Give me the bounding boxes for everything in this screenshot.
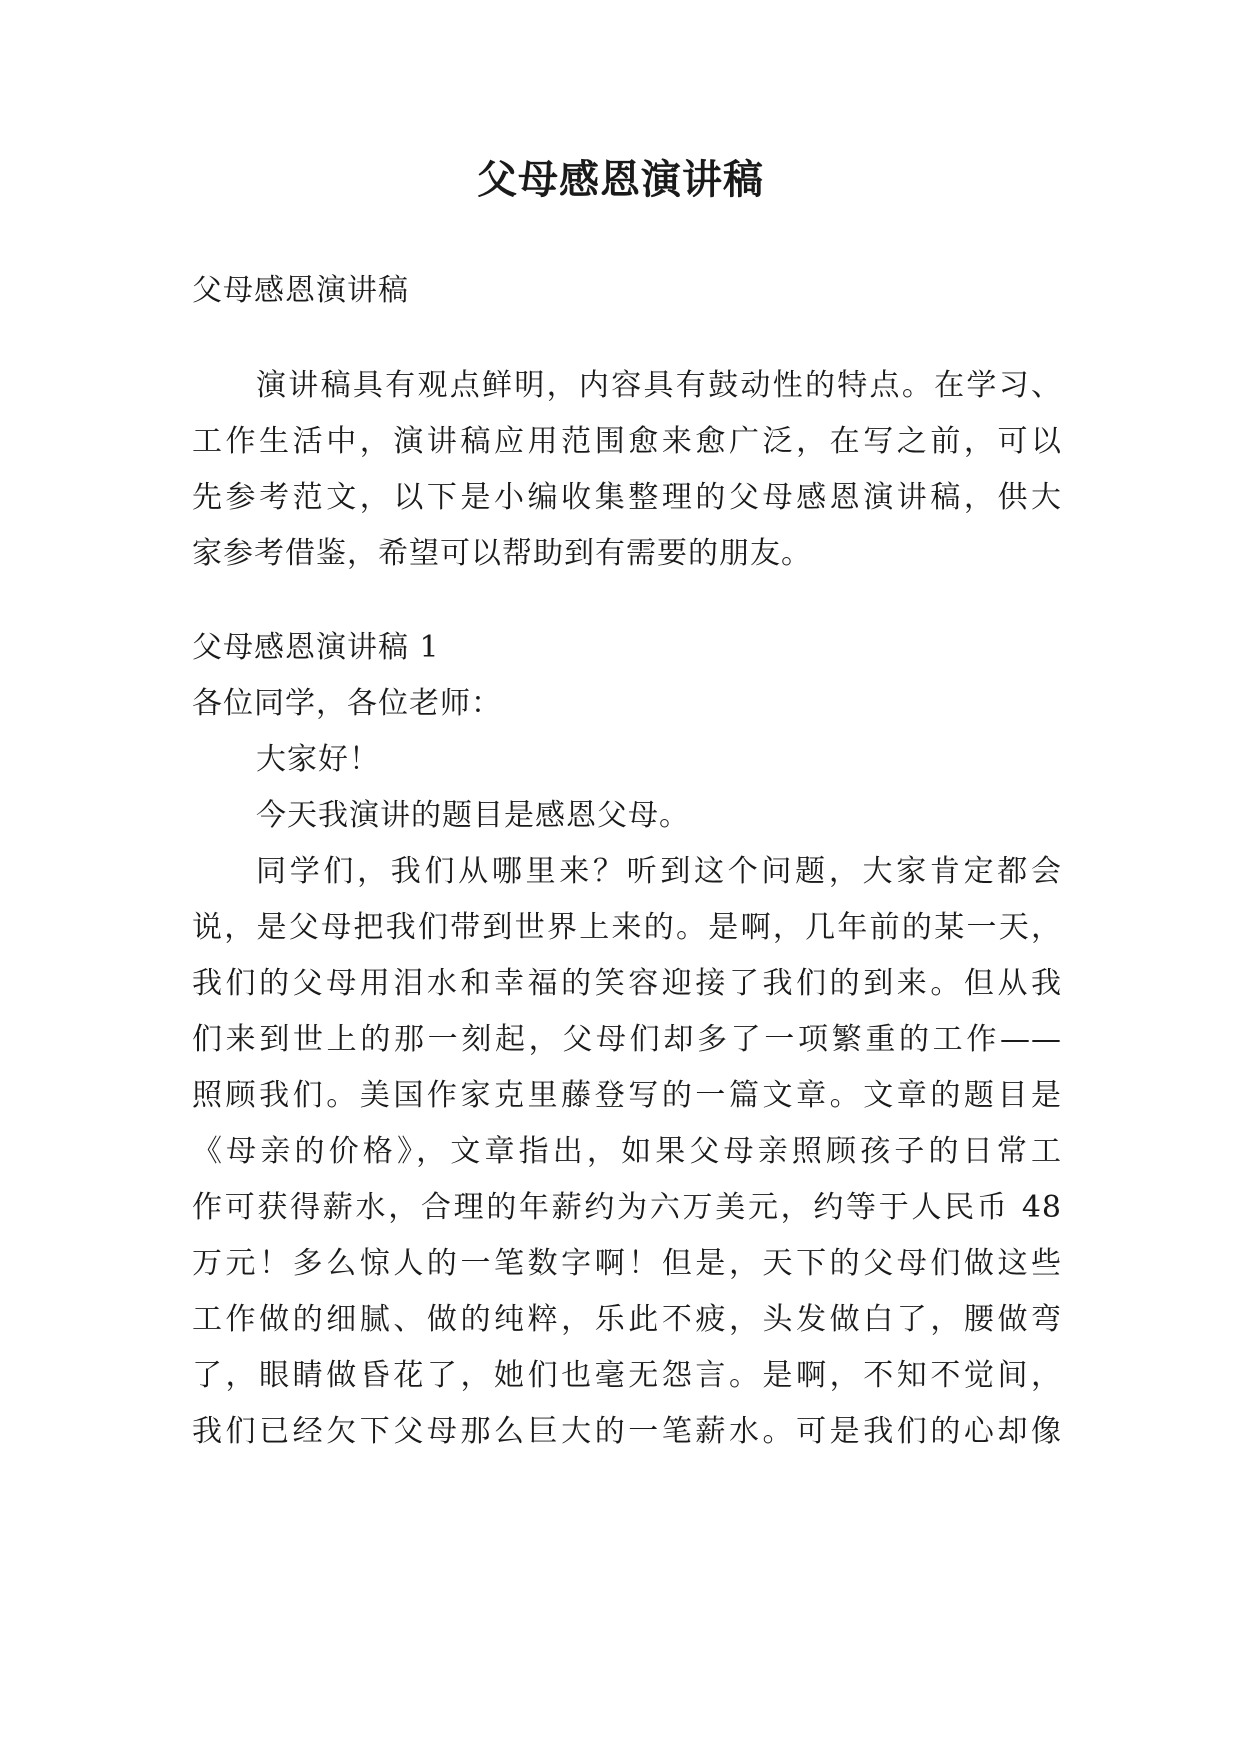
paragraph-line: 们来到世上的那一刻起，父母们却多了一项繁重的工作—— <box>192 1022 1062 1057</box>
intro-line: 先参考范文，以下是小编收集整理的父母感恩演讲稿，供大 <box>192 480 1062 515</box>
subtitle-text: 父母感恩演讲稿 <box>192 273 409 308</box>
document-title: 父母感恩演讲稿 <box>477 156 764 203</box>
speech-section <box>192 620 1062 1460</box>
intro-line: 家参考借鉴，希望可以帮助到有需要的朋友。 <box>192 536 812 571</box>
document-subtitle <box>192 263 1062 319</box>
paragraph-line: 同学们，我们从哪里来？听到这个问题，大家肯定都会 <box>256 854 1062 889</box>
paragraph-line: 《母亲的价格》，文章指出，如果父母亲照顾孩子的日常工 <box>192 1134 1062 1169</box>
paragraph-line: 说，是父母把我们带到世界上来的。是啊，几年前的某一天， <box>192 910 1062 945</box>
paragraph-line: 我们已经欠下父母那么巨大的一笔薪水。可是我们的心却像 <box>192 1414 1062 1449</box>
paragraph-line: 工作做的细腻、做的纯粹，乐此不疲，头发做白了，腰做弯 <box>192 1302 1062 1337</box>
paragraph-line: 作可获得薪水，合理的年薪约为六万美元，约等于人民币 48 <box>192 1190 1062 1225</box>
intro-line: 工作生活中，演讲稿应用范围愈来愈广泛，在写之前，可以 <box>192 424 1062 459</box>
paragraph-line: 我们的父母用泪水和幸福的笑容迎接了我们的到来。但从我 <box>192 966 1062 1001</box>
paragraph-line: 照顾我们。美国作家克里藤登写的一篇文章。文章的题目是 <box>192 1078 1062 1113</box>
paragraph-line: 了，眼睛做昏花了，她们也毫无怨言。是啊，不知不觉间， <box>192 1358 1062 1393</box>
paragraph-line: 万元！多么惊人的一笔数字啊！但是，天下的父母们做这些 <box>192 1246 1062 1281</box>
section-heading: 父母感恩演讲稿 1 <box>192 630 440 665</box>
salutation: 各位同学，各位老师： <box>192 686 502 721</box>
topic-line: 今天我演讲的题目是感恩父母。 <box>256 798 690 833</box>
greeting: 大家好！ <box>256 742 380 777</box>
intro-line: 演讲稿具有观点鲜明，内容具有鼓动性的特点。在学习、 <box>256 368 1062 403</box>
intro-paragraph <box>192 358 1062 582</box>
